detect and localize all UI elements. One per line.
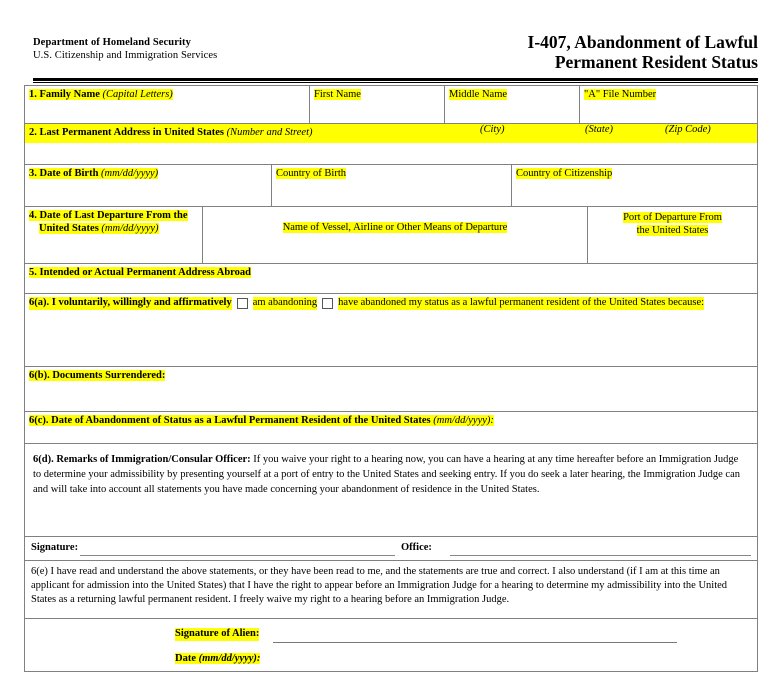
field-country-of-birth[interactable]	[272, 165, 512, 206]
form-row-officer-signature	[25, 537, 757, 561]
item-6c-note: (mm/dd/yyyy):	[433, 415, 494, 426]
country-of-citizenship-label: Country of Citizenship	[516, 168, 613, 179]
address-abroad-label: 5. Intended or Actual Permanent Address Abroad	[29, 267, 251, 278]
field-country-of-citizenship[interactable]	[512, 165, 757, 206]
field-date-last-departure[interactable]	[25, 207, 203, 263]
form-row-6e	[25, 561, 757, 619]
form-row-6c	[25, 412, 757, 444]
field-item-6b[interactable]	[25, 367, 757, 411]
checkbox-have-abandoned[interactable]	[322, 298, 333, 309]
family-name-note: (Capital Letters)	[102, 89, 173, 100]
port-label-line1: Port of Departure From	[623, 212, 722, 223]
checkbox-am-abandoning[interactable]	[237, 298, 248, 309]
field-date-of-birth[interactable]	[25, 165, 272, 206]
field-vessel-name[interactable]	[203, 207, 588, 263]
office-label: Office:	[401, 542, 432, 553]
agency-name: Department of Homeland Security	[33, 37, 191, 48]
last-departure-label-line2: United States	[39, 222, 99, 234]
item-6e-body: 6(e) I have read and understand the above statements, or they have been read to me, and the statements are true and correct. I also understand (if I am at this time an applicant for admission into the United States) that I have the right to appear before an Immigration Judge for a hearing to determine my admissibility into the United States as a returning lawful permanent resident. I freely waive my right to a hearing before an Immigration Judge.	[31, 566, 728, 605]
page-title-line1: I-407, Abandonment of Lawful	[527, 32, 758, 52]
date-of-birth-label: 3. Date of Birth	[29, 168, 99, 179]
form-row-6d	[25, 444, 757, 537]
form-row-1	[25, 86, 757, 124]
field-middle-name[interactable]	[445, 86, 580, 123]
page-title	[528, 32, 758, 72]
item-6a-lead: 6(a). I voluntarily, willingly and affirmatively	[29, 297, 232, 308]
zip-code-label: (Zip Code)	[665, 124, 711, 135]
field-first-name[interactable]	[310, 86, 445, 123]
signature-label: Signature:	[31, 542, 79, 553]
first-name-label: First Name	[314, 89, 361, 100]
item-6b-label: 6(b). Documents Surrendered:	[29, 370, 166, 381]
officer-signature-row	[25, 537, 757, 560]
field-address-abroad[interactable]	[25, 264, 757, 293]
signature-input-line[interactable]	[80, 555, 395, 556]
form-row-4	[25, 207, 757, 264]
middle-name-label: Middle Name	[449, 89, 508, 100]
field-item-6e	[25, 561, 757, 618]
date-of-birth-note: (mm/dd/yyyy)	[101, 168, 159, 179]
form-row-3	[25, 165, 757, 207]
field-last-permanent-address[interactable]	[25, 124, 757, 164]
vessel-name-label: Name of Vessel, Airline or Other Means of Departure	[282, 222, 508, 233]
port-label-line2: the United States	[636, 224, 709, 236]
page-title-line2: Permanent Resident Status	[554, 52, 758, 72]
field-family-name[interactable]	[25, 86, 310, 123]
form-row-6a	[25, 294, 757, 367]
item-6a-option2: have abandoned my status as a lawful permanent resident of the United States because:	[338, 297, 705, 308]
form-row-5	[25, 264, 757, 294]
a-file-number-label: "A" File Number	[584, 89, 657, 100]
last-address-label: 2. Last Permanent Address in United States	[29, 127, 224, 138]
form-row-6b	[25, 367, 757, 412]
form-table	[24, 85, 758, 672]
field-item-6c[interactable]	[25, 412, 757, 443]
country-of-birth-label: Country of Birth	[276, 168, 346, 179]
form-row-2	[25, 124, 757, 165]
field-item-6a[interactable]	[25, 294, 757, 366]
city-label: (City)	[480, 124, 505, 135]
field-port-of-departure[interactable]	[588, 207, 757, 263]
page-header	[33, 32, 758, 78]
field-item-6d[interactable]	[25, 444, 757, 536]
state-label: (State)	[585, 124, 613, 135]
alien-signature-label: Signature of Alien:	[175, 628, 260, 639]
last-address-note: (Number and Street)	[226, 127, 313, 138]
item-6d-body: If you waive your right to a hearing now, you can have a hearing at any time hereafter before an Immigration Judge to determine your admissibility by presenting yourself at a port of entry to the United States and seeking entry. If you do seek a later hearing, the Immigration Judge can and will take into account all statements you have made concerning your abandonment of residence in the United States.	[33, 454, 741, 495]
item-6d-lead: 6(d). Remarks of Immigration/Consular Officer:	[33, 454, 251, 465]
agency-block	[33, 37, 217, 61]
field-a-file-number[interactable]	[580, 86, 757, 123]
office-input-line[interactable]	[450, 555, 751, 556]
last-departure-note: (mm/dd/yyyy)	[101, 222, 159, 234]
last-departure-label-line1: 4. Date of Last Departure From the	[29, 210, 188, 221]
alien-date-label: Date (mm/dd/yyyy):	[175, 653, 261, 664]
alien-signature-block	[25, 619, 757, 671]
header-divider	[33, 78, 758, 83]
alien-signature-input-line[interactable]	[273, 642, 677, 643]
agency-subname: U.S. Citizenship and Immigration Services	[33, 50, 218, 61]
family-name-label: 1. Family Name	[29, 89, 100, 100]
form-row-alien-signature	[25, 619, 757, 671]
item-6a-option1: am abandoning	[252, 297, 318, 308]
item-6c-label: 6(c). Date of Abandonment of Status as a Lawful Permanent Resident of the United States	[29, 415, 431, 426]
